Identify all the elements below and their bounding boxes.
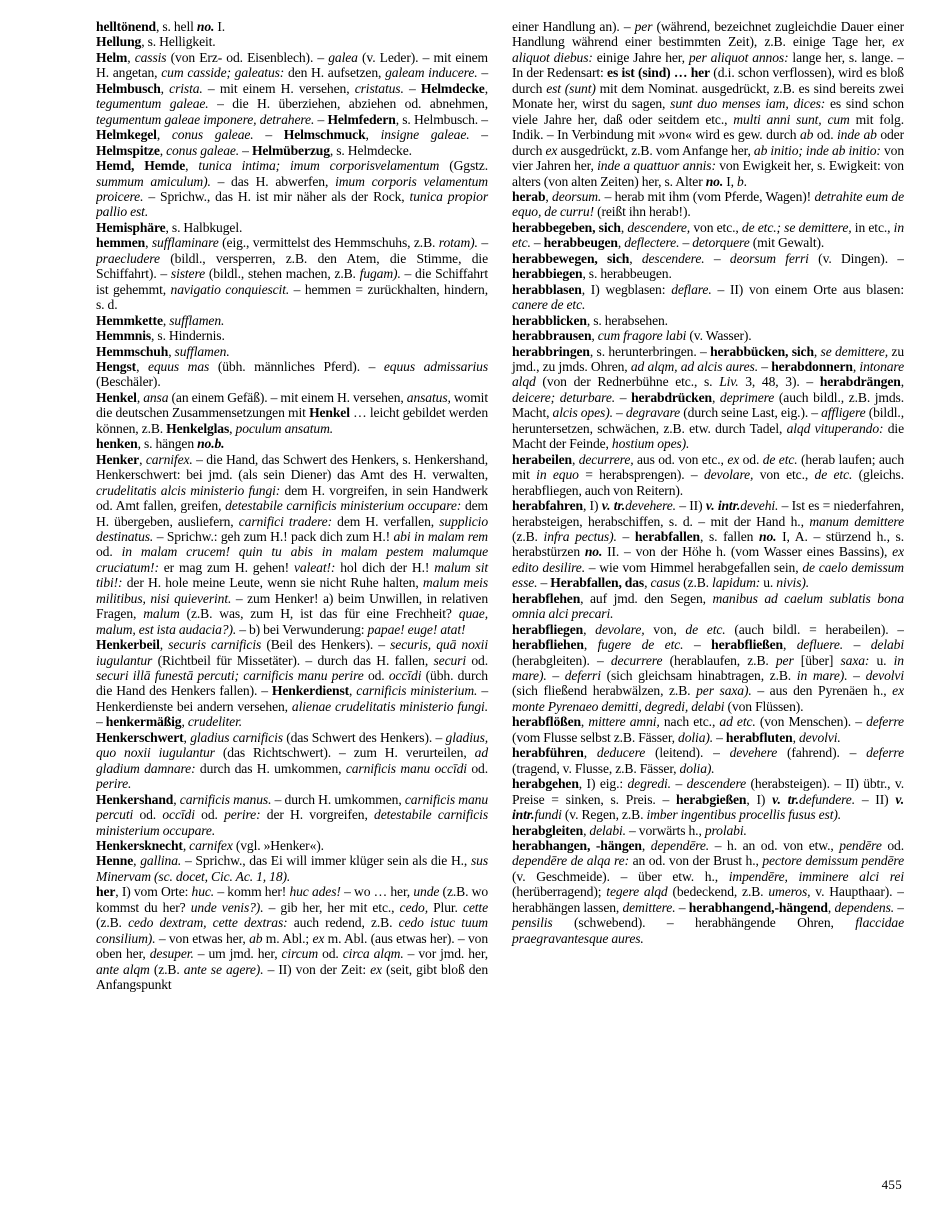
- dictionary-entry: Henkersknecht, carnifex (vgl. »Henker«).: [96, 838, 324, 854]
- dictionary-entry: helltönend, s. hell no. I.: [96, 19, 226, 34]
- dictionary-entry: herabführen, deducere (leitend). – devehere (fahrend). – deferre (tragend, v. Flusse, z.B. Fässer, dolia).: [512, 745, 904, 776]
- dictionary-entry: herabblasen, I) wegblasen: deflare. – II) von einem Orte aus blasen: canere de etc.: [512, 281, 904, 313]
- dictionary-entry: Henkerbeil, securis carnificis (Beil des Henkers). – securis, quā noxii iugulantur (Richtbeil für Missetäter). – durch das H. fallen, securi od. securi illā funestā percuti; carnificis manu perire od. occīdi (übh. durch die Hand des Henkers fallen). – Henkerdienst, carnificis ministerium. – Henkerdienste bei andern versehen, alienae crudelitatis ministerio fungi. – henkermäßig, crudeliter.: [96, 637, 489, 730]
- dictionary-entry: herabblicken, s. herabsehen.: [512, 312, 668, 328]
- dictionary-entry: Hemisphäre, s. Halbkugel.: [96, 219, 243, 235]
- dictionary-entry: herabbewegen, sich, descendere. – deorsum ferri (v. Dingen). – herabbiegen, s. herabbeugen.: [512, 250, 904, 282]
- dictionary-entry: Henkershand, carnificis manus. – durch H. umkommen, carnificis manu percuti od. occīdi od. perire: der H. vorgreifen, detestabile carnificis ministerium occupare.: [96, 791, 489, 838]
- dictionary-entry: herabbringen, s. herunterbringen. – herabbücken, sich, se demittere, zu jmd., zu jmds. Ohren, ad alqm, ad alcis aures. – herabdonnern, intonare alqd (von der Rednerbühne etc., s. Liv. 3, 48, 3). – herabdrängen, deicere; deturbare. – herabdrücken, deprimere (auch bildl., z.B. jmds. Macht, alcis opes). – degravare (durch seine Last, eig.). – affligere (bildl., heruntersetzen, schwächen, z.B. etw. durch Tadel, alqd vituperando: die Macht der Feinde, hostium opes).: [512, 343, 904, 452]
- dictionary-entry: Henker, carnifex. – die Hand, das Schwert des Henkers, s. Henkershand, Henkerschwert: bei jmd. (als sein Diener) das Amt des H. verwalten, crudelitatis alcis ministerio fungi: dem H. vorgreifen, in sein Handwerk od. Amt fallen, greifen, detestabile carnificis ministerium occupare: dem H. übergeben, ausliefern, carnifici tradere: dem H. verfallen, supplicio destinatus. – Sprichw.: geh zum H.! pack dich zum H.! abi in malam rem od. in malam crucem! quin tu abis in malam pestem malumque cruciatum!: er mag zum H. gehen! valeat!: hol dich der H.! malum sit tibi!: der H. hole meine Leute, wenn sie nicht Ruhe halten, malum meis militibus, nisi quieverint. – zum Henker! a) beim Unwillen, in relativen Fragen, malum (z.B. was, zum H, ist das für eine Frechheit? quae, malum, est ista audacia?). – b) bei Verwunderung: papae! euge! atat!: [96, 451, 489, 637]
- dictionary-entry: hemmen, sufflaminare (eig., vermittelst des Hemmschuhs, z.B. rotam). – praecludere (bildl., versperren, z.B. den Atem, die Stimme, die Schiffahrt). – sistere (bildl., stehen machen, z.B. fugam). – die Schiffahrt ist gehemmt, navigatio conquiescit. – hemmen = zurückhalten, hindern, s. d.: [96, 235, 488, 313]
- page-number: 455: [881, 1177, 902, 1192]
- dictionary-entry: einer Handlung an). – per (während, bezeichnet zugleichdie Dauer einer Handlung während einer bestimmten Zeit), z.B. einige Tage her, ex aliquot diebus: einige Jahre her, per aliquot annos: lange her, s. lange. – In der Redensart: es ist (sind) … her (d.i. schon verflossen), wird es bloß durch est (sunt) mit dem Nominat. ausgedrückt, z.B. es sind bereits zwei Monate her, wirst du sagen, sunt duo menses iam, dices: es sind schon viele Jahre her, daß oder seitdem etc., multi anni sunt, cum mit folg. Indik. – In Verbindung mit »von« wird es gew. durch ab od. inde ab oder durch ex ausgedrückt, z.B. vom Anfange her, ab initio; inde ab initio: von vier Jahren her, inde a quattuor annis: von Ewigkeit her, s. Ewigkeit: von alters (von alten Zeiten) her, s. Alter no. I, b.: [512, 19, 904, 189]
- dictionary-entry: herabfahren, I) v. tr.devehere. – II) v. intr.devehi. – Ist es = niederfahren, herabsteigen, herabschiffen, s. d. – mit der Hand h., manum demittere (z.B. infra pectus). – herabfallen, s. fallen no. I, A. – stürzend h., s. herabstürzen no. II. – von der Höhe h. (vom Wasser eines Bassins), ex edito desilire. – wie vom Himmel herabgefallen sein, de caelo demissum esse. – Herabfallen, das, casus (z.B. lapidum: u. nivis).: [512, 498, 904, 591]
- right-column: [512, 19, 904, 1179]
- dictionary-entry: herabbrausen, cum fragore labi (v. Wasser).: [512, 328, 752, 344]
- dictionary-entry: herabgehen, I) eig.: degredi. – descendere (herabsteigen). – II) übtr., v. Preise = sinken, s. Preis. – herabgießen, I) v. tr.defundere. – II) v. intr.fundi (v. Regen, z.B. imber ingentibus procellis fusus est).: [512, 776, 904, 823]
- dictionary-entry: Henne, gallina. – Sprichw., das Ei will immer klüger sein als die H., sus Minervam (sc. docet, Cic. Ac. 1, 18).: [96, 853, 488, 884]
- dictionary-entry: herabgleiten, delabi. – vorwärts h., prolabi.: [512, 822, 747, 838]
- dictionary-entry: herabflehen, auf jmd. den Segen, manibus ad caelum sublatis bona omnia alci precari.: [512, 590, 904, 622]
- dictionary-entry: herabfliegen, devolare, von, de etc. (auch bildl. = herabeilen). – herabfliehen, fugere de etc. – herabfließen, defluere. – delabi (herabgleiten). – decurrere (herablaufen, z.B. per [über] saxa: u. in mare). – deferri (sich gleichsam hinabtragen, z.B. in mare). – devolvi (sich fließend herabwälzen, z.B. per saxa). – aus den Pyrenäen h., ex monte Pyrenaeo demitti, degredi, delabi (von Flüssen).: [512, 621, 904, 714]
- left-column: [96, 19, 488, 1179]
- dictionary-entry: herabflößen, mittere amni, nach etc., ad etc. (von Menschen). – deferre (vom Flusse selbst z.B. Fässer, dolia). – herabfluten, devolvi.: [512, 714, 904, 745]
- dictionary-entry: her, I) vom Orte: huc. – komm her! huc ades! – wo … her, unde (z.B. wo kommst du her? unde venis?). – gib her, her mit etc., cedo, Plur. cette (z.B. cedo dextram, cette dextras: auch redend, z.B. cedo istuc tuum consilium). – von etwas her, ab m. Abl.; ex m. Abl. (aus etwas her). – von oben her, desuper. – um jmd. her, circum od. circa alqm. – vor jmd. her, ante alqm (z.B. ante se agere). – II) von der Zeit: ex (seit, gibt bloß den Anfangspunkt: [96, 884, 489, 993]
- dictionary-entry: herabbegeben, sich, descendere, von etc., de etc.; se demittere, in etc., in etc. – herabbeugen, deflectere. – detorquere (mit Gewalt).: [512, 219, 904, 251]
- dictionary-entry: Hemmnis, s. Hindernis.: [96, 328, 225, 344]
- dictionary-entry: henken, s. hängen no.b.: [96, 436, 225, 452]
- dictionary-entry: Henkerschwert, gladius carnificis (das Schwert des Henkers). – gladius, quo noxii iugulantur (das Richtschwert). – zum H. verurteilen, ad gladium damnare: durch das H. umkommen, carnificis manu occīdi od. perire.: [96, 729, 489, 792]
- dictionary-entry: Hengst, equus mas (übh. männliches Pferd). – equus admissarius (Beschäler).: [96, 358, 488, 390]
- dictionary-entry: Helm, cassis (von Erz- od. Eisenblech). – galea (v. Leder). – mit einem H. angetan, cum casside; galeatus: den H. aufsetzen, galeam inducere. – Helmbusch, crista. – mit einem H. versehen, cristatus. – Helmdecke, tegumentum galeae. – die H. überziehen, abziehen od. abnehmen, tegumentum galeae imponere, detrahere. – Helmfedern, s. Helmbusch. – Helmkegel, conus galeae. – Helmschmuck, insigne galeae. – Helmspitze, conus galeae. – Helmüberzug, s. Helmdecke.: [96, 49, 489, 158]
- dictionary-entry: herab, deorsum. – herab mit ihm (vom Pferde, Wagen)! detrahite eum de equo, de curru! (reißt ihn herab!).: [512, 188, 904, 220]
- dictionary-entry: Hellung, s. Helligkeit.: [96, 34, 216, 50]
- dictionary-entry: Henkel, ansa (an einem Gefäß). – mit einem H. versehen, ansatus, womit die deutschen Zusammensetzungen mit Henkel … leicht gebildet werden können, z.B. Henkelglas, poculum ansatum.: [96, 389, 488, 436]
- dictionary-entry: herabhangen, -hängen, dependēre. – h. an od. von etw., pendēre od. dependēre de alqa re: an od. von der Brust h., pectore demissum pendēre (v. Geschmeide). – über etw. h., impendēre, imminere alci rei (herüberragend); tegere alqd (bedeckend, z.B. umeros, v. Haupthaar). – herabhängen lassen, demittere. – herabhangend,-hängend, dependens. – pensilis (schwebend). – herabhängende Ohren, flaccidae praegravantesque aures.: [512, 838, 904, 946]
- dictionary-entry: Hemmkette, sufflamen.: [96, 312, 225, 328]
- dictionary-entry: Hemmschuh, sufflamen.: [96, 343, 230, 359]
- text-columns: [96, 19, 904, 1179]
- dictionary-entry: Hemd, Hemde, tunica intima; imum corporisvelamentum (Ggstz. summum amiculum). – das H. abwerfen, imum corporis velamentum proicere. – Sprichw., das H. ist mir näher als der Rock, tunica propior pallio est.: [96, 158, 488, 220]
- dictionary-entry: herabeilen, decurrere, aus od. von etc., ex od. de etc. (herab laufen; auch mit in equo = herabsprengen). – devolare, von etc., de etc. (gleichs. herabfliegen, auch von Reitern).: [512, 451, 904, 498]
